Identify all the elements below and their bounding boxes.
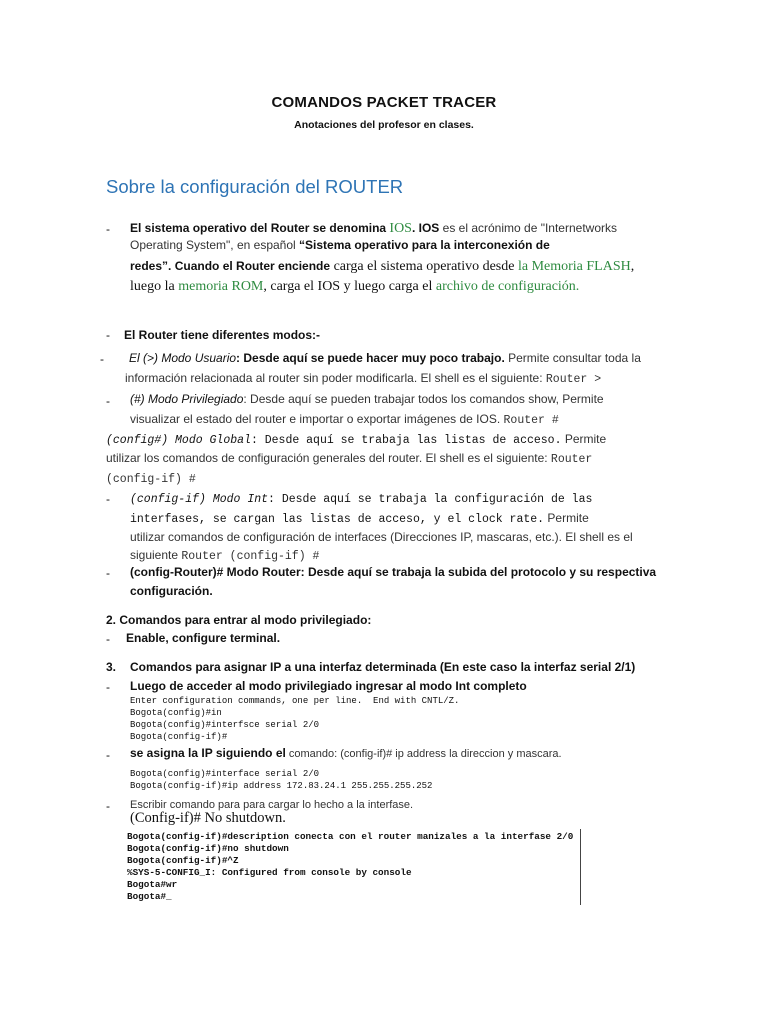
- section-3-heading: Comandos para asignar IP a una interfaz determinada (En este caso la interfaz serial 2/1): [130, 660, 636, 674]
- text: : Desde aquí se trabaja las listas de acceso.: [250, 434, 562, 447]
- code-line: Bogota#wr: [127, 879, 178, 890]
- bullet-dash: -: [100, 352, 104, 366]
- mode-privileged-line-1: [130, 391, 604, 407]
- text: se asigna la IP siguiendo el: [130, 746, 286, 760]
- mode-global-line-2: [106, 450, 592, 468]
- modes-intro: El Router tiene diferentes modos:-: [124, 328, 321, 342]
- text: : Desde aquí se puede hacer muy poco trabajo.: [236, 351, 505, 365]
- text: Permite: [544, 511, 589, 525]
- mode-int-line-2: [130, 510, 589, 528]
- ios-paragraph-line-2: [130, 237, 550, 253]
- code-line: %SYS-5-CONFIG_I: Configured from console by console: [127, 867, 412, 878]
- code-line: Bogota(config-if)#ip address 172.83.24.1 255.255.255.252: [130, 781, 433, 791]
- text: utilizar comandos de configuración de interfaces (Direcciones IP, mascaras, etc.). El shell es el: [130, 530, 633, 544]
- text: interfases, se cargan las listas de acceso, y el clock rate.: [130, 513, 545, 526]
- code-line: Bogota(config-if)#: [130, 732, 228, 742]
- document-subtitle: Anotaciones del profesor en clases.: [294, 119, 474, 131]
- mode-global-line-3: [106, 470, 196, 488]
- text: siguiente: [130, 548, 182, 562]
- shell-prompt: Router: [550, 453, 593, 466]
- shell-prompt: Router #: [503, 414, 559, 427]
- text: (#) Modo Privilegiado: [130, 392, 244, 406]
- mode-int-line-4: [130, 547, 319, 565]
- mode-int-line-1: [130, 490, 592, 508]
- section-3-item-1: Luego de acceder al modo privilegiado ingresar al modo Int completo: [130, 679, 527, 693]
- text: Permite consultar toda la: [504, 351, 641, 365]
- text: , carga el IOS y luego carga el: [263, 279, 436, 294]
- ios-paragraph-line-4: [130, 278, 579, 295]
- text: utilizar los comandos de configuración generales del router. El shell es el siguiente:: [106, 451, 551, 465]
- ios-term: IOS: [389, 221, 412, 236]
- section-2-item: Enable, configure terminal.: [126, 631, 281, 645]
- code-line: Bogota(config)#interfsce serial 2/0: [130, 720, 320, 730]
- text: : Desde aquí se trabaja la configuración de las: [268, 493, 593, 506]
- text: visualizar el estado del router e importar o exportar imágenes de IOS.: [130, 412, 504, 426]
- text: El sistema operativo del Router se denomina: [130, 221, 390, 235]
- text: ,: [630, 259, 635, 274]
- text: El (>) Modo Usuario: [129, 351, 237, 365]
- mode-user-line-2: [125, 370, 601, 388]
- mode-global-line-1: [106, 431, 606, 449]
- document-title: COMANDOS PACKET TRACER: [271, 94, 497, 111]
- text: Permite: [561, 432, 607, 446]
- text: es el acrónimo de "Internetworks: [439, 221, 617, 235]
- section-2-heading: 2. Comandos para entrar al modo privilegiado:: [106, 613, 372, 627]
- bullet-dash: -: [106, 680, 110, 694]
- code-line: Enter configuration commands, one per line. End with CNTL/Z.: [130, 696, 460, 706]
- section-3-item-2: [130, 745, 562, 762]
- ios-paragraph-line-3: [130, 258, 634, 275]
- text: redes”: [130, 259, 169, 273]
- mode-privileged-line-2: [130, 411, 559, 429]
- text: información relacionada al router sin poder modificarla. El shell es el siguiente:: [125, 371, 546, 385]
- shell-prompt: (config-if) #: [106, 473, 196, 486]
- bullet-dash: -: [106, 748, 110, 762]
- text: . IOS: [411, 221, 440, 235]
- text: luego la: [130, 279, 179, 294]
- section-heading: Sobre la configuración del ROUTER: [106, 176, 404, 197]
- bullet-dash: -: [106, 222, 110, 236]
- code-block-2: [130, 768, 432, 792]
- config-file-term: archivo de configuración.: [435, 279, 580, 294]
- text: . Cuando el Router enciende: [168, 259, 331, 273]
- text: (config#) Modo Global: [106, 434, 251, 447]
- code-block-3: [127, 831, 573, 903]
- section-3-item-3: Escribir comando para para cargar lo hecho a la interfase.: [130, 799, 414, 811]
- shell-prompt: Router (config-if) #: [181, 550, 320, 563]
- terminal-border-line: [580, 829, 581, 905]
- text: : Desde aquí se pueden trabajar todos los comandos show, Permite: [243, 392, 604, 406]
- code-block-1: [130, 695, 459, 743]
- bullet-dash: -: [106, 492, 110, 506]
- text: (config-if) Modo Int: [130, 493, 269, 506]
- code-line: Bogota#_: [127, 891, 172, 902]
- code-line: Bogota(config-if)#no shutdown: [127, 843, 289, 854]
- bullet-dash: -: [106, 394, 110, 408]
- bullet-dash: -: [106, 799, 110, 813]
- bullet-dash: -: [106, 632, 110, 646]
- rom-term: memoria ROM: [178, 279, 264, 294]
- code-line: Bogota(config)#interface serial 2/0: [130, 769, 320, 779]
- section-3-number: 3.: [106, 660, 117, 674]
- text: carga el sistema operativo desde: [330, 259, 518, 274]
- text: “Sistema operativo para la interconexión de: [299, 238, 550, 252]
- no-shutdown-command: (Config-if)# No shutdown.: [130, 810, 286, 826]
- ios-paragraph-line-1: [130, 220, 617, 237]
- flash-term: la Memoria FLASH: [517, 259, 631, 274]
- bullet-dash: -: [106, 566, 110, 580]
- code-line: Bogota(config)#in: [130, 708, 222, 718]
- text: comando: (config-if)# ip address la direccion y mascara.: [285, 748, 562, 760]
- bullet-dash: -: [106, 328, 110, 342]
- mode-router-line-1: (config-Router)# Modo Router: Desde aquí se trabaja la subida del protocolo y su respectiva: [130, 565, 657, 579]
- text: Operating System", en español: [130, 238, 300, 252]
- mode-router-line-2: configuración.: [130, 584, 213, 598]
- shell-prompt: Router >: [545, 373, 602, 386]
- mode-user-line-1: [129, 350, 641, 366]
- mode-int-line-3: [130, 529, 633, 545]
- code-line: Bogota(config-if)#description conecta con el router manizales a la interfase 2/0: [127, 831, 574, 842]
- code-line: Bogota(config-if)#^Z: [127, 855, 239, 866]
